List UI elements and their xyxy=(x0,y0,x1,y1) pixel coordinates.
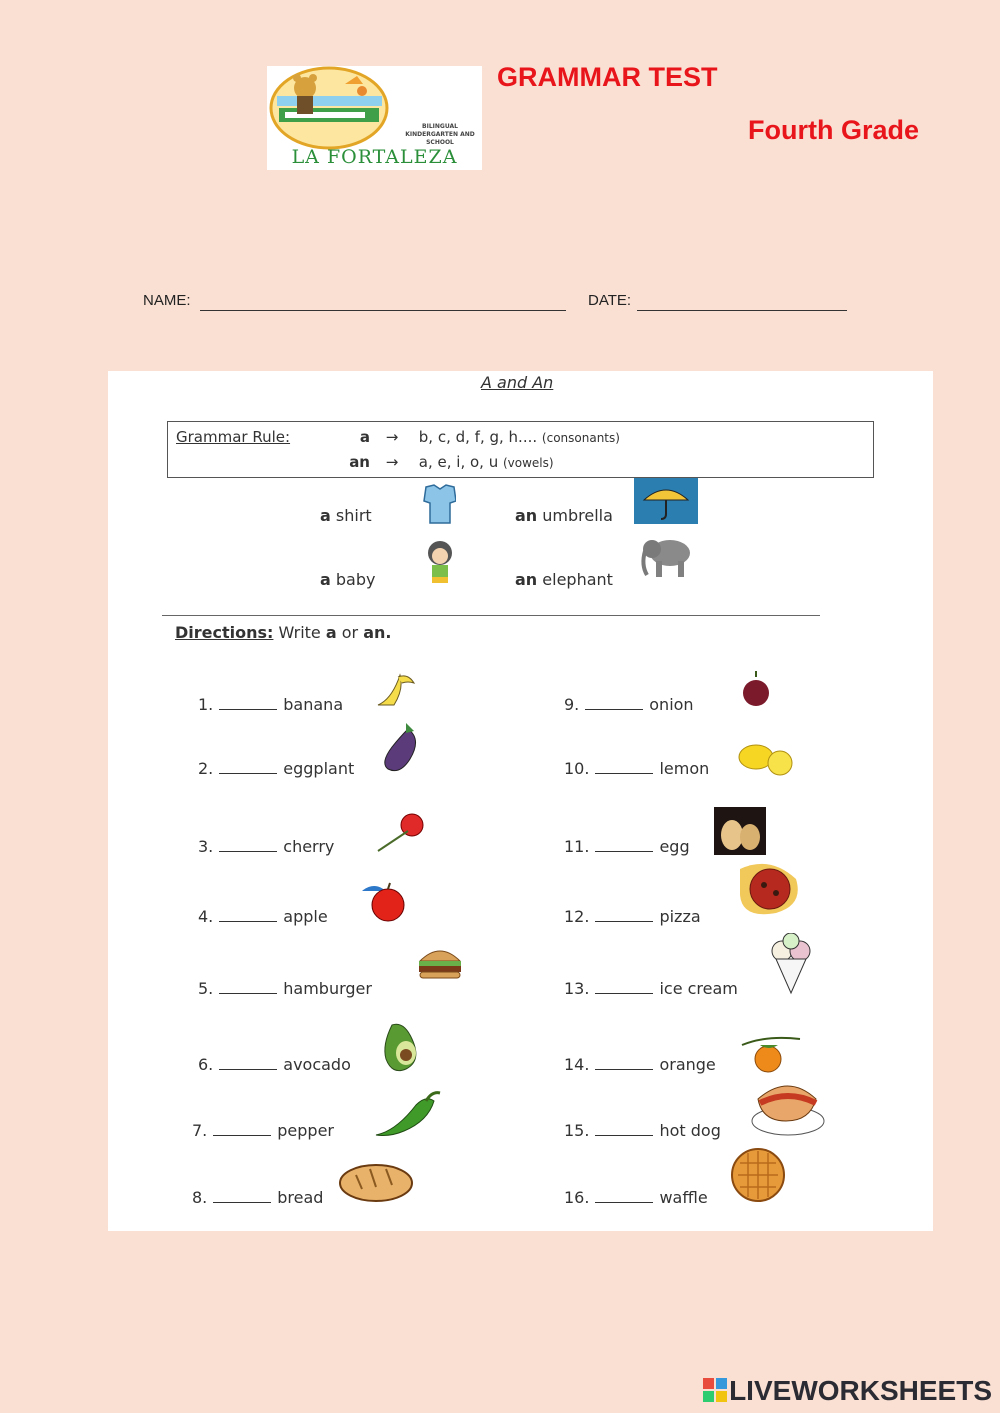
answer-blank[interactable] xyxy=(219,921,277,922)
answer-blank[interactable] xyxy=(585,709,643,710)
worksheet-title: A and An xyxy=(481,373,554,392)
rule-a-line xyxy=(340,428,620,446)
name-label: NAME: xyxy=(143,292,191,309)
logo-subtitle: BILINGUAL KINDERGARTEN AND SCHOOL xyxy=(405,123,475,146)
rule-a-letters: b, c, d, f, g, h.... xyxy=(418,428,538,446)
rule-an-line xyxy=(330,453,554,471)
exercise-item-15: 15. hot dog xyxy=(564,1121,721,1140)
name-input-line[interactable] xyxy=(200,310,566,311)
hot-dog-icon xyxy=(748,1077,828,1139)
answer-blank[interactable] xyxy=(595,1069,653,1070)
exercise-item-11: 11. egg xyxy=(564,837,690,856)
directions-text: Directions: Write a or an. xyxy=(175,623,392,642)
answer-blank[interactable] xyxy=(595,851,653,852)
eggplant-icon xyxy=(378,719,426,777)
example-shirt: a shirt xyxy=(320,506,372,525)
hamburger-icon xyxy=(414,941,466,983)
elephant-icon xyxy=(638,533,694,583)
school-logo xyxy=(267,66,482,170)
logo-school-name: LA FORTALEZA xyxy=(291,146,458,168)
banana-icon xyxy=(370,665,420,711)
answer-blank[interactable] xyxy=(219,773,277,774)
exercise-item-12: 12. pizza xyxy=(564,907,701,926)
exercise-item-16: 16. waffle xyxy=(564,1188,708,1207)
arrow-right-icon: → xyxy=(385,428,399,446)
rule-a-article: a xyxy=(359,428,370,446)
exercise-item-10: 10. lemon xyxy=(564,759,710,778)
answer-blank[interactable] xyxy=(595,993,653,994)
orange-icon xyxy=(736,1031,808,1077)
lemon-icon xyxy=(734,737,800,783)
example-elephant: an elephant xyxy=(515,570,613,589)
answer-blank[interactable] xyxy=(219,1069,277,1070)
grade-label: Fourth Grade xyxy=(748,115,920,145)
exercise-item-9: 9. onion xyxy=(564,695,694,714)
bread-icon xyxy=(336,1157,416,1207)
answer-blank[interactable] xyxy=(219,851,277,852)
shirt-icon xyxy=(418,483,456,525)
exercise-item-7: 7. pepper xyxy=(192,1121,334,1140)
answer-blank[interactable] xyxy=(595,921,653,922)
avocado-icon xyxy=(378,1019,428,1075)
answer-blank[interactable] xyxy=(595,773,653,774)
exercise-item-5: 5. hamburger xyxy=(198,979,372,998)
date-input-line[interactable] xyxy=(637,310,847,311)
exercise-item-13: 13. ice cream xyxy=(564,979,738,998)
exercise-item-2: 2. eggplant xyxy=(198,759,355,778)
exercise-item-3: 3. cherry xyxy=(198,837,335,856)
egg-icon xyxy=(714,807,766,855)
exercise-item-14: 14. orange xyxy=(564,1055,716,1074)
exercise-item-8: 8. bread xyxy=(192,1188,324,1207)
answer-blank[interactable] xyxy=(213,1202,271,1203)
example-umbrella: an umbrella xyxy=(515,506,613,525)
waffle-icon xyxy=(724,1143,796,1207)
worksheet-panel xyxy=(108,371,933,1231)
answer-blank[interactable] xyxy=(219,709,277,710)
answer-blank[interactable] xyxy=(213,1135,271,1136)
arrow-right-icon: → xyxy=(385,453,399,471)
answer-blank[interactable] xyxy=(219,993,277,994)
onion-icon xyxy=(730,665,790,715)
rule-an-note: (vowels) xyxy=(502,456,554,470)
example-baby: a baby xyxy=(320,570,376,589)
pepper-icon xyxy=(370,1083,444,1141)
date-label: DATE: xyxy=(588,292,632,309)
rule-a-note: (consonants) xyxy=(541,431,620,445)
pizza-icon xyxy=(734,859,804,921)
watermark-text: LIVEWORKSHEETS xyxy=(729,1375,992,1406)
grammar-rule-box xyxy=(167,421,874,478)
apple-icon xyxy=(358,877,418,925)
answer-blank[interactable] xyxy=(595,1135,653,1136)
answer-blank[interactable] xyxy=(595,1202,653,1203)
page-title: GRAMMAR TEST xyxy=(497,62,718,92)
rule-an-article: an xyxy=(349,453,370,471)
rule-an-letters: a, e, i, o, u xyxy=(418,453,499,471)
cherry-icon xyxy=(374,809,428,853)
umbrella-icon xyxy=(634,478,698,524)
exercise-item-6: 6. avocado xyxy=(198,1055,351,1074)
baby-icon xyxy=(420,539,460,587)
liveworksheets-watermark xyxy=(703,1375,992,1407)
grammar-rule-label: Grammar Rule: xyxy=(176,428,291,446)
liveworksheets-logo-icon xyxy=(703,1377,727,1401)
exercise-item-1: 1. banana xyxy=(198,695,344,714)
exercise-item-4: 4. apple xyxy=(198,907,328,926)
section-divider xyxy=(162,615,820,616)
ice-cream-icon xyxy=(766,933,816,997)
